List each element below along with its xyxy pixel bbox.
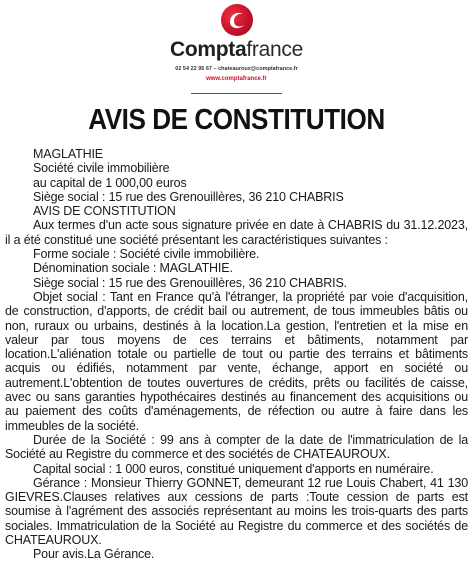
brand-regular: france <box>246 38 303 61</box>
intro-paragraph: Aux termes d'un acte sous signature privée en date à CHABRIS du 31.12.2023, il a été constitué une société présentant les caractéristiques suivantes : <box>5 218 468 247</box>
duration: Durée de la Société : 99 ans à compter de la date de l'immatriculation de la Société au Registre du commerce et des sociétés de CHATEAUROUX. <box>5 432 468 462</box>
notice-body <box>5 147 468 562</box>
header-divider <box>191 93 282 94</box>
notice-subtitle: AVIS DE CONSTITUTION <box>33 204 176 219</box>
notice-title: AVIS DE CONSTITUTION <box>88 104 385 136</box>
company-seat: Siège social : 15 rue des Grenouillères, 36 210 CHABRIS <box>33 189 344 204</box>
corporate-purpose: Objet social : Tant en France qu'à l'étranger, la propriété par voie d'acquisition, de construction, d'apports, de crédit bail ou autrement, de tous immeubles bâtis ou non, ruraux ou urbains, destinés à la location.La gestion, l'entretien et la mise en valeur par tous moyens de ces terrains et bâtiments, notamment par location.L'aliénation totale ou partielle de tout ou partie des terrains et bâtiments acquis ou édifiés, notamment par vente, échange, apport en société ou autrement.L'obtention de toutes ouvertures de crédits, prêts ou facilités de caisse, avec ou sans garanties hypothécaires destinés au financement des acquisitions ou au paiement des coûts d'aménagements, de réfection ou autre à faire dans les immeubles de la société. <box>5 289 468 433</box>
company-capital: au capital de 1 000,00 euros <box>33 175 187 190</box>
comptafrance-logo-icon <box>221 4 253 36</box>
company-name: MAGLATHIE <box>33 147 103 161</box>
share-capital: Capital social : 1 000 euros, constitué uniquement d'apports en numéraire. <box>33 461 434 476</box>
brand-bold: Compta <box>170 38 247 61</box>
header <box>0 0 473 100</box>
denomination: Dénomination sociale : MAGLATHIE. <box>33 261 233 276</box>
signature: Pour avis.La Gérance. <box>33 547 155 562</box>
registered-office: Siège social : 15 rue des Grenouillères, 36 210 CHABRIS. <box>33 275 347 290</box>
management: Gérance : Monsieur Thierry GONNET, demeurant 12 rue Louis Chabert, 41 130 GIEVRES.Clauses relatives aux cessions de parts :Toute cession de parts est soumise à l'agrément des associés représentant au moins les trois-quarts des parts sociales. Immatriculation de la Société au Registre du commerce et des sociétés de CHATEAUROUX. <box>5 475 468 548</box>
contact-line: 02 54 22 95 67 – chateauroux@comptafrance.fr <box>175 66 298 72</box>
brand-name <box>0 38 473 62</box>
website-link[interactable]: www.comptafrance.fr <box>206 76 267 82</box>
company-type: Société civile immobilière <box>33 161 170 176</box>
legal-form: Forme sociale : Société civile immobilière. <box>33 247 260 262</box>
